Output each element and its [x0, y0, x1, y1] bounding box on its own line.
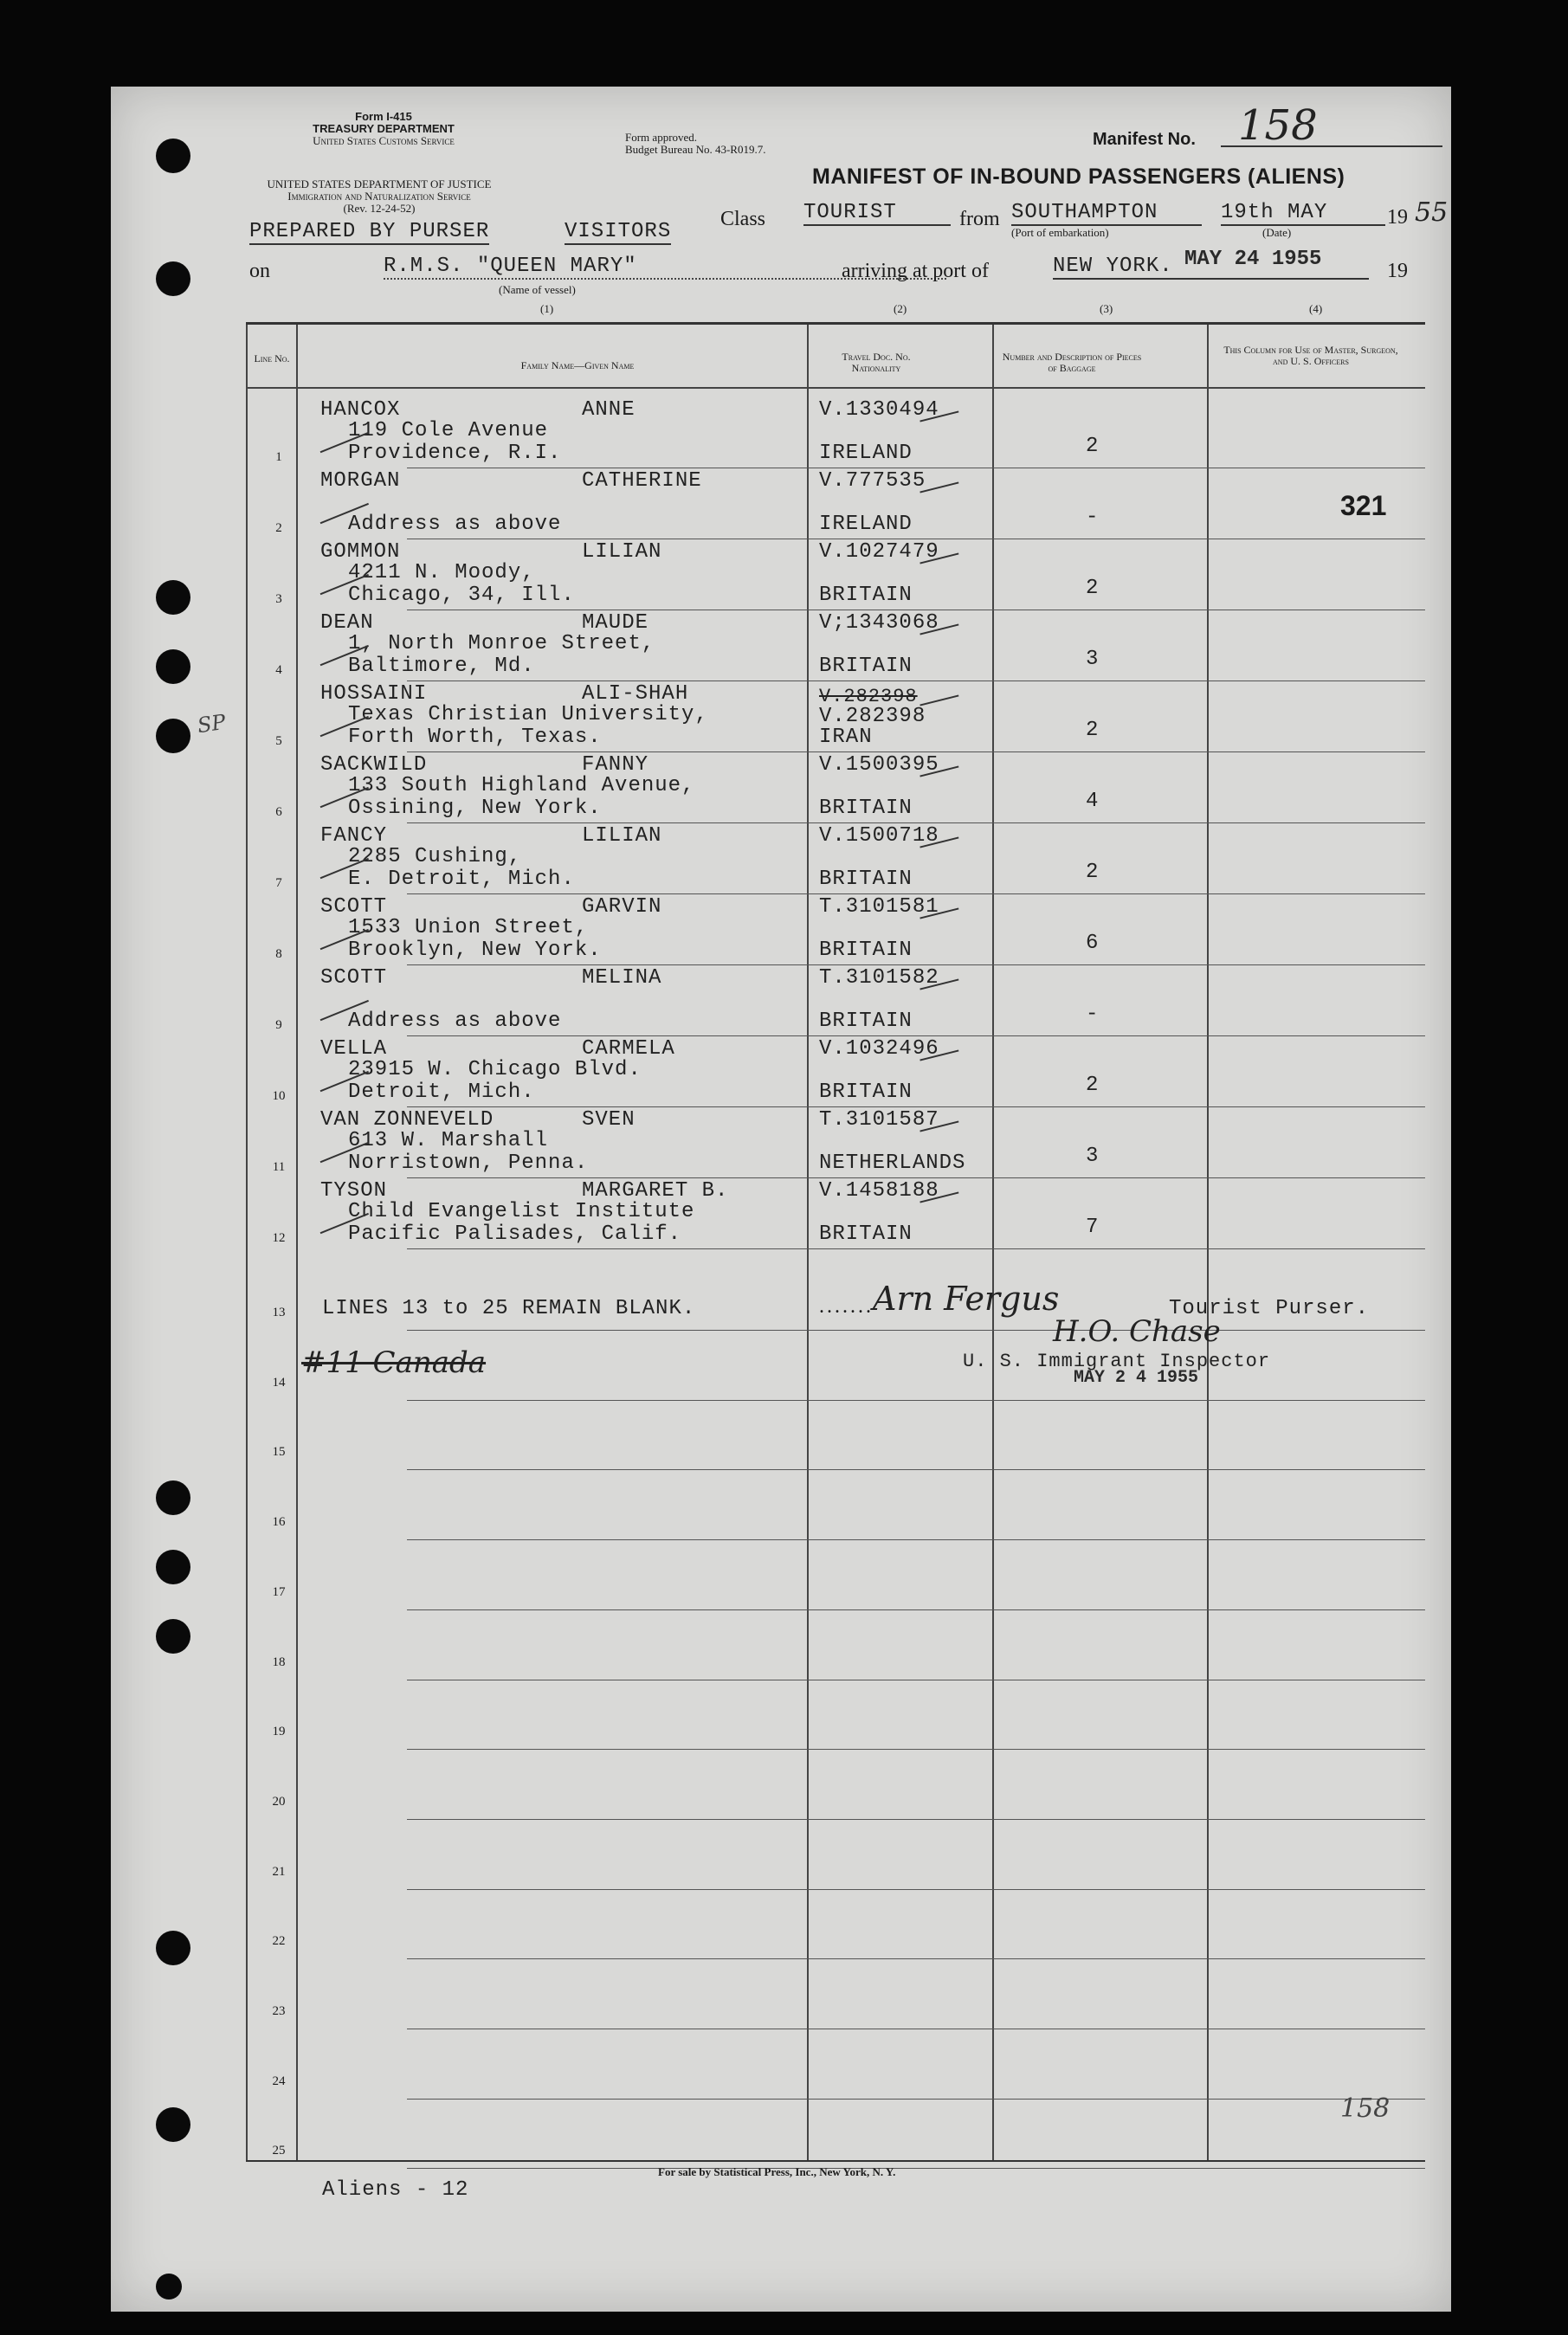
given-name: FANNY: [582, 753, 649, 777]
vessel-name: R.M.S. "QUEEN MARY": [384, 255, 946, 280]
row-divider: [407, 1539, 1425, 1540]
travel-doc-number: V.1330494: [819, 398, 939, 422]
approved-label: Form approved.: [625, 131, 698, 144]
line-number: 23: [272, 2004, 286, 2018]
travel-doc-number: V.777535: [819, 469, 926, 493]
line-number: 17: [272, 1584, 286, 1599]
row-divider: [407, 1330, 1425, 1331]
baggage-count: 2: [1086, 1074, 1100, 1097]
nationality: IRAN: [819, 726, 873, 749]
justice-block: [249, 178, 509, 215]
form-number-block: [275, 111, 492, 147]
travel-doc-number: T.3101581: [819, 895, 939, 919]
class-value: TOURIST: [803, 201, 951, 226]
manifest-number: 158: [1221, 106, 1442, 147]
baggage-count: 3: [1086, 648, 1100, 671]
manifest-title: MANIFEST OF IN-BOUND PASSENGERS (ALIENS): [812, 164, 1345, 189]
column-number: (1): [540, 302, 554, 315]
visitors-label: VISITORS: [565, 220, 672, 243]
row-divider: [407, 1749, 1425, 1750]
row-divider: [407, 964, 1425, 965]
punch-hole: [156, 1619, 190, 1654]
travel-doc-number: T.3101587: [819, 1108, 939, 1132]
on-label: on: [249, 260, 270, 282]
baggage-count: -: [1086, 506, 1100, 529]
nationality: BRITAIN: [819, 1222, 913, 1246]
port-of-embarkation: SOUTHAMPTON: [1011, 201, 1202, 226]
baggage-count: 4: [1086, 790, 1100, 813]
given-name: SVEN: [582, 1108, 636, 1132]
row-divider: [407, 1400, 1425, 1401]
punch-hole: [156, 719, 190, 753]
punch-hole: [156, 2107, 190, 2142]
struck-doc-number: V.282398: [819, 686, 918, 707]
customs-label: United States Customs Service: [313, 134, 455, 147]
punch-hole: [156, 261, 190, 296]
margin-note: SP: [196, 709, 228, 739]
line-number: 7: [275, 876, 282, 890]
row-divider: [407, 1469, 1425, 1470]
punch-hole: [156, 1480, 190, 1515]
class-label: Class: [720, 208, 766, 230]
baggage-count: 2: [1086, 577, 1100, 600]
travel-doc-number: T.3101582: [819, 966, 939, 990]
line-number: 14: [272, 1375, 286, 1390]
line-number: 22: [272, 1934, 286, 1949]
col-header-line: Line No.: [254, 352, 290, 364]
port-caption: (Port of embarkation): [1011, 226, 1109, 239]
line-number: 8: [275, 947, 282, 961]
row-divider: [407, 1889, 1425, 1890]
punch-hole: [156, 1931, 190, 1965]
family-name: SCOTT: [320, 895, 388, 919]
line-number: 1: [275, 450, 282, 464]
column-number: (2): [894, 302, 907, 315]
given-name: ALI-SHAH: [582, 682, 689, 706]
col-header-baggage: Number and Description of Pieces of Baggage: [1002, 351, 1142, 374]
row-divider: [407, 2099, 1425, 2100]
line-number: 3: [275, 592, 282, 606]
nationality: IRELAND: [819, 513, 913, 536]
printer-note: For sale by Statistical Press, Inc., New York, N. Y.: [658, 2165, 896, 2178]
family-name: HANCOX: [320, 398, 401, 422]
address-line-2: Pacific Palisades, Calif.: [348, 1222, 682, 1246]
row-divider: [407, 1177, 1425, 1178]
address-line-2: Providence, R.I.: [348, 442, 562, 465]
address-line-2: Forth Worth, Texas.: [348, 726, 602, 749]
family-name: FANCY: [320, 824, 388, 848]
row-divider: [407, 1035, 1425, 1036]
family-name: SACKWILD: [320, 753, 428, 777]
address-line-1: 133 South Highland Avenue,: [348, 774, 695, 797]
line-number: 24: [272, 2074, 286, 2088]
given-name: CARMELA: [582, 1037, 675, 1061]
line-number: 20: [272, 1794, 286, 1809]
family-name: SCOTT: [320, 966, 388, 990]
baggage-count: 2: [1086, 861, 1100, 884]
col-header-name: Family Name—Given Name: [520, 359, 635, 371]
given-name: LILIAN: [582, 540, 662, 564]
row-divider: [407, 2168, 1425, 2169]
ins-label: Immigration and Naturalization Service: [287, 190, 471, 203]
nationality: BRITAIN: [819, 939, 913, 962]
line-number: 2: [275, 521, 282, 535]
line-number: 5: [275, 734, 282, 748]
baggage-count: -: [1086, 1003, 1100, 1026]
line-number: 6: [275, 805, 282, 819]
manifest-sheet: [111, 87, 1451, 2312]
inspector-signature: H.O. Chase: [1053, 1314, 1221, 1349]
address-line-1: 1533 Union Street,: [348, 916, 589, 939]
row-divider: [407, 751, 1425, 752]
treasury-label: TREASURY DEPARTMENT: [313, 122, 455, 135]
nationality: BRITAIN: [819, 1009, 913, 1033]
column-number: (3): [1100, 302, 1113, 315]
address-line-2: Address as above: [348, 513, 562, 536]
purser-signature-dots: .......: [819, 1295, 874, 1318]
travel-doc-number: V.1458188: [819, 1179, 939, 1203]
col-header-doc: Travel Doc. No. Nationality: [842, 351, 911, 374]
revision-label: (Rev. 12-24-52): [343, 202, 416, 215]
vessel-caption: (Name of vessel): [499, 283, 576, 296]
family-name: TYSON: [320, 1179, 388, 1203]
line14-handwritten-note: #11 Canada: [301, 1345, 487, 1380]
line-number: 25: [272, 2144, 286, 2158]
family-name: DEAN: [320, 611, 374, 635]
address-line-2: E. Detroit, Mich.: [348, 868, 575, 891]
corner-note: 158: [1340, 2093, 1391, 2124]
line-number: 13: [272, 1306, 286, 1319]
row-divider: [407, 1609, 1425, 1610]
nationality: BRITAIN: [819, 655, 913, 678]
family-name: VELLA: [320, 1037, 388, 1061]
year-prefix: 19: [1387, 206, 1408, 229]
nationality: IRELAND: [819, 442, 913, 465]
row-divider: [407, 1819, 1425, 1820]
aliens-sheet-number: Aliens - 12: [322, 2178, 469, 2202]
col-header-officers: This Column for Use of Master, Surgeon, and U. S. Officers: [1223, 344, 1398, 367]
inspector-title: U. S. Immigrant Inspector: [963, 1351, 1271, 1372]
baggage-count: 6: [1086, 932, 1100, 955]
line-number: 21: [272, 1864, 286, 1879]
family-name: HOSSAINI: [320, 682, 428, 706]
punch-hole: [156, 139, 190, 173]
address-line-2: Norristown, Penna.: [348, 1151, 589, 1175]
travel-doc-number: V.1032496: [819, 1037, 939, 1061]
justice-label: UNITED STATES DEPARTMENT OF JUSTICE: [267, 177, 492, 190]
address-line-2: Address as above: [348, 1009, 562, 1033]
address-line-1: 119 Cole Avenue: [348, 419, 549, 442]
address-line-2: Detroit, Mich.: [348, 1080, 535, 1104]
arriving-label: arriving at port of: [842, 260, 989, 282]
year2-prefix: 19: [1387, 260, 1408, 282]
baggage-count: 2: [1086, 435, 1100, 458]
address-line-1: 1, North Monroe Street,: [348, 632, 655, 655]
address-line-1: 23915 W. Chicago Blvd.: [348, 1058, 642, 1081]
purser-title: Tourist Purser.: [1169, 1297, 1370, 1320]
address-line-1: Texas Christian University,: [348, 703, 708, 726]
row-divider: [407, 1958, 1425, 1959]
address-line-2: Baltimore, Md.: [348, 655, 535, 678]
address-line-2: Chicago, 34, Ill.: [348, 584, 575, 607]
given-name: LILIAN: [582, 824, 662, 848]
baggage-count: 7: [1086, 1216, 1100, 1239]
nationality: BRITAIN: [819, 584, 913, 607]
embarkation-date: 19th MAY: [1221, 201, 1385, 226]
travel-doc-number: V.1500395: [819, 753, 939, 777]
given-name: ANNE: [582, 398, 636, 422]
line-number: 18: [272, 1654, 286, 1669]
column-number: (4): [1309, 302, 1323, 315]
line-number: 19: [272, 1725, 286, 1739]
given-name: MAUDE: [582, 611, 649, 635]
punch-hole: [156, 649, 190, 684]
line-number: 12: [272, 1231, 286, 1245]
row-divider: [407, 822, 1425, 823]
nationality: BRITAIN: [819, 868, 913, 891]
line-number: 11: [272, 1160, 286, 1174]
address-line-1: 4211 N. Moody,: [348, 561, 535, 584]
budget-label: Budget Bureau No. 43-R019.7.: [625, 143, 766, 156]
travel-doc-number: V;1343068: [819, 611, 939, 635]
arrival-port: NEW YORK.: [1053, 255, 1369, 280]
inspector-date-stamp: MAY 2 4 1955: [1074, 1368, 1199, 1388]
arrival-date-stamp: MAY 24 1955: [1184, 248, 1322, 271]
given-name: GARVIN: [582, 895, 662, 919]
row-divider: [407, 1248, 1425, 1249]
line-number: 9: [275, 1018, 282, 1032]
line-number: 15: [272, 1445, 286, 1460]
nationality: BRITAIN: [819, 797, 913, 820]
row-divider: [407, 893, 1425, 894]
blank-lines-note: LINES 13 to 25 REMAIN BLANK.: [322, 1297, 696, 1320]
family-name: VAN ZONNEVELD: [320, 1108, 494, 1132]
line-number: 4: [275, 663, 282, 677]
address-line-1: 2285 Cushing,: [348, 845, 522, 868]
given-name: MARGARET B.: [582, 1179, 729, 1203]
purser-signature: Arn Fergus: [873, 1280, 1060, 1318]
travel-doc-number: V.1027479: [819, 540, 939, 564]
given-name: MELINA: [582, 966, 662, 990]
travel-doc-number: V.1500718: [819, 824, 939, 848]
baggage-count: 3: [1086, 1145, 1100, 1168]
line-number: 16: [272, 1515, 286, 1530]
nationality: BRITAIN: [819, 1080, 913, 1104]
family-name: MORGAN: [320, 469, 401, 493]
given-name: CATHERINE: [582, 469, 702, 493]
baggage-count: 2: [1086, 719, 1100, 742]
manifest-number-label: Manifest No.: [1093, 130, 1196, 149]
from-label: from: [959, 208, 1000, 230]
address-line-2: Ossining, New York.: [348, 797, 602, 820]
punch-hole: [156, 1550, 190, 1584]
date-caption: (Date): [1262, 226, 1292, 239]
address-line-1: Child Evangelist Institute: [348, 1200, 695, 1223]
approval-block: [625, 132, 765, 156]
nationality: NETHERLANDS: [819, 1151, 966, 1175]
year-value: 55: [1415, 197, 1449, 228]
punch-hole: [156, 580, 190, 615]
prepared-by: PREPARED BY PURSER: [249, 220, 490, 243]
officer-note: 321: [1340, 490, 1387, 521]
punch-hole: [156, 2274, 182, 2300]
line-number: 10: [272, 1089, 286, 1103]
form-number: Form I-415: [355, 110, 412, 123]
row-divider: [407, 1106, 1425, 1107]
address-line-1: 613 W. Marshall: [348, 1129, 549, 1152]
family-name: GOMMON: [320, 540, 401, 564]
address-line-2: Brooklyn, New York.: [348, 939, 602, 962]
travel-doc-number: V.282398: [819, 705, 926, 728]
